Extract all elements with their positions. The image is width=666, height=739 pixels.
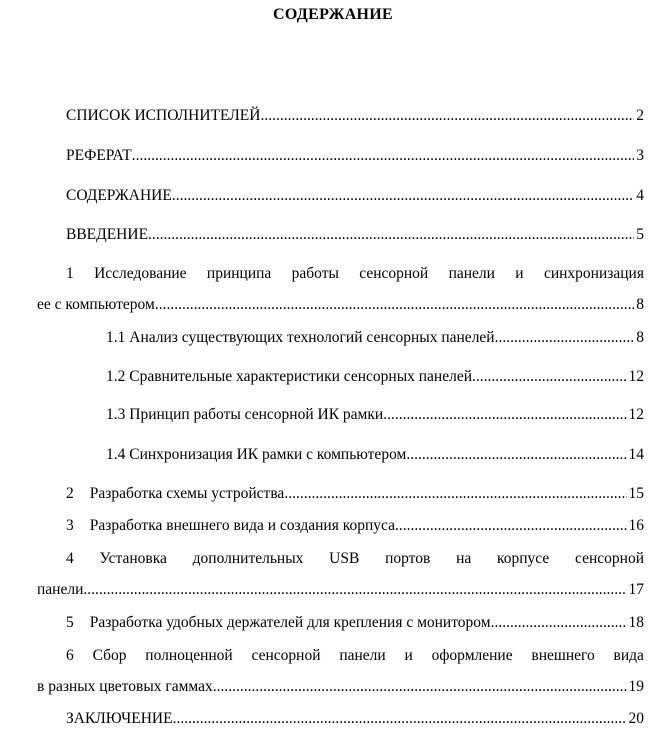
toc-chapter-number: 5 <box>66 614 74 631</box>
page-title: СОДЕРЖАНИЕ <box>272 6 394 23</box>
toc-entry-section-1-1[interactable] <box>106 328 644 348</box>
toc-word: полноценной <box>145 647 233 664</box>
toc-page-number: 14 <box>628 446 644 463</box>
toc-entry-label: 1.2 Сравнительные характеристики сенсорных панелей <box>106 368 472 385</box>
toc-entry-label: СОДЕРЖАНИЕ <box>66 187 172 204</box>
toc-dot-leader <box>495 328 635 348</box>
toc-chapter-number: 3 <box>66 517 74 534</box>
toc-entry-label: РЕФЕРАТ <box>66 147 132 164</box>
toc-entry-section-1-4[interactable] <box>106 445 644 465</box>
toc-entry-introduction[interactable] <box>66 225 644 245</box>
toc-entry-label: 1.4 Синхронизация ИК рамки с компьютером <box>106 446 407 463</box>
toc-word: панели <box>339 647 386 664</box>
toc-word: и <box>404 647 413 664</box>
toc-dot-leader <box>172 186 634 206</box>
toc-entry-label: СПИСОК ИСПОЛНИТЕЛЕЙ <box>66 107 261 124</box>
toc-page-number: 15 <box>628 485 644 502</box>
toc-chapter-number: 1 <box>66 265 74 282</box>
toc-page-number: 19 <box>628 678 644 695</box>
toc-page-number: 12 <box>628 368 644 385</box>
toc-entry-chapter-6-line1[interactable] <box>66 646 644 666</box>
toc-entry-label: панели <box>37 581 84 598</box>
toc-word: Установка <box>99 550 167 567</box>
toc-word: корпусе <box>497 550 550 567</box>
toc-dot-leader <box>148 225 634 245</box>
toc-entry-label: Разработка схемы устройства <box>89 485 285 502</box>
toc-word: синхронизация <box>543 265 644 282</box>
toc-page-number: 16 <box>628 517 644 534</box>
toc-word: Сбор <box>92 647 127 664</box>
toc-entry-label: в разных цветовых гаммах <box>37 678 213 695</box>
toc-word: и <box>515 265 524 282</box>
toc-word: Исследование <box>94 265 187 282</box>
toc-page-number: 4 <box>636 187 644 204</box>
toc-page-number: 18 <box>628 614 644 631</box>
toc-word: панели <box>448 265 495 282</box>
toc-entry-chapter-4-line2[interactable] <box>37 580 644 600</box>
toc-dot-leader <box>406 445 626 465</box>
toc-entry-label: ЗАКЛЮЧЕНИЕ <box>66 710 173 727</box>
toc-entry-abstract[interactable] <box>66 146 644 166</box>
toc-word: дополнительных <box>192 550 304 567</box>
toc-dot-leader <box>491 613 627 633</box>
toc-dot-leader <box>260 106 634 126</box>
toc-dot-leader <box>155 295 634 315</box>
toc-chapter-number: 2 <box>66 485 74 502</box>
toc-dot-leader <box>395 516 627 536</box>
toc-dot-leader <box>383 405 626 425</box>
toc-chapter-number: 4 <box>66 550 74 567</box>
toc-entry-chapter-3[interactable] <box>66 516 644 536</box>
toc-entry-section-1-3[interactable] <box>106 405 644 425</box>
toc-dot-leader <box>173 709 627 729</box>
toc-dot-leader <box>284 484 626 504</box>
toc-page-number: 3 <box>636 147 644 164</box>
toc-page-number: 8 <box>636 329 644 346</box>
toc-page-number: 2 <box>636 107 644 124</box>
toc-word: вида <box>613 647 644 664</box>
toc-chapter-number: 6 <box>66 647 74 664</box>
toc-entry-label: Разработка удобных держателей для крепления с монитором <box>89 614 491 631</box>
toc-entry-chapter-1-line2[interactable] <box>37 295 644 315</box>
toc-dot-leader <box>472 367 627 387</box>
toc-entry-label: Разработка внешнего вида и создания корпуса <box>89 517 395 534</box>
toc-entry-contents[interactable] <box>66 186 644 206</box>
toc-page-number: 17 <box>628 581 644 598</box>
toc-dot-leader <box>213 677 627 697</box>
toc-word: сенсорной <box>575 550 644 567</box>
toc-entry-chapter-2[interactable] <box>66 484 644 504</box>
toc-dot-leader <box>132 146 635 166</box>
toc-word: портов <box>385 550 431 567</box>
toc-word: сенсорной <box>359 265 429 282</box>
toc-entry-chapter-4-line1[interactable] <box>66 549 644 569</box>
toc-word: сенсорной <box>251 647 321 664</box>
toc-word: работы <box>291 265 339 282</box>
toc-page-number: 8 <box>636 296 644 313</box>
toc-page-number: 5 <box>636 226 644 243</box>
toc-entry-chapter-1-line1[interactable] <box>66 264 644 284</box>
toc-entry-chapter-5[interactable] <box>66 613 644 633</box>
toc-word: внешнего <box>531 647 595 664</box>
toc-entry-chapter-6-line2[interactable] <box>37 677 644 697</box>
toc-page-number: 12 <box>628 406 644 423</box>
toc-entry-label: ее с компьютером <box>37 296 155 313</box>
toc-page-number: 20 <box>628 710 644 727</box>
toc-entry-label: 1.1 Анализ существующих технологий сенсорных панелей <box>106 329 495 346</box>
toc-entry-section-1-2[interactable] <box>106 367 644 387</box>
toc-word: принципа <box>206 265 272 282</box>
toc-entry-conclusion[interactable] <box>66 709 644 729</box>
toc-entry-label: 1.3 Принцип работы сенсорной ИК рамки <box>106 406 384 423</box>
toc-word: USB <box>329 550 360 567</box>
toc-dot-leader <box>83 580 626 600</box>
toc-word: оформление <box>431 647 513 664</box>
toc-entry-label: ВВЕДЕНИЕ <box>66 226 149 243</box>
toc-word: на <box>456 550 472 567</box>
toc-entry-contributors[interactable] <box>66 106 644 126</box>
